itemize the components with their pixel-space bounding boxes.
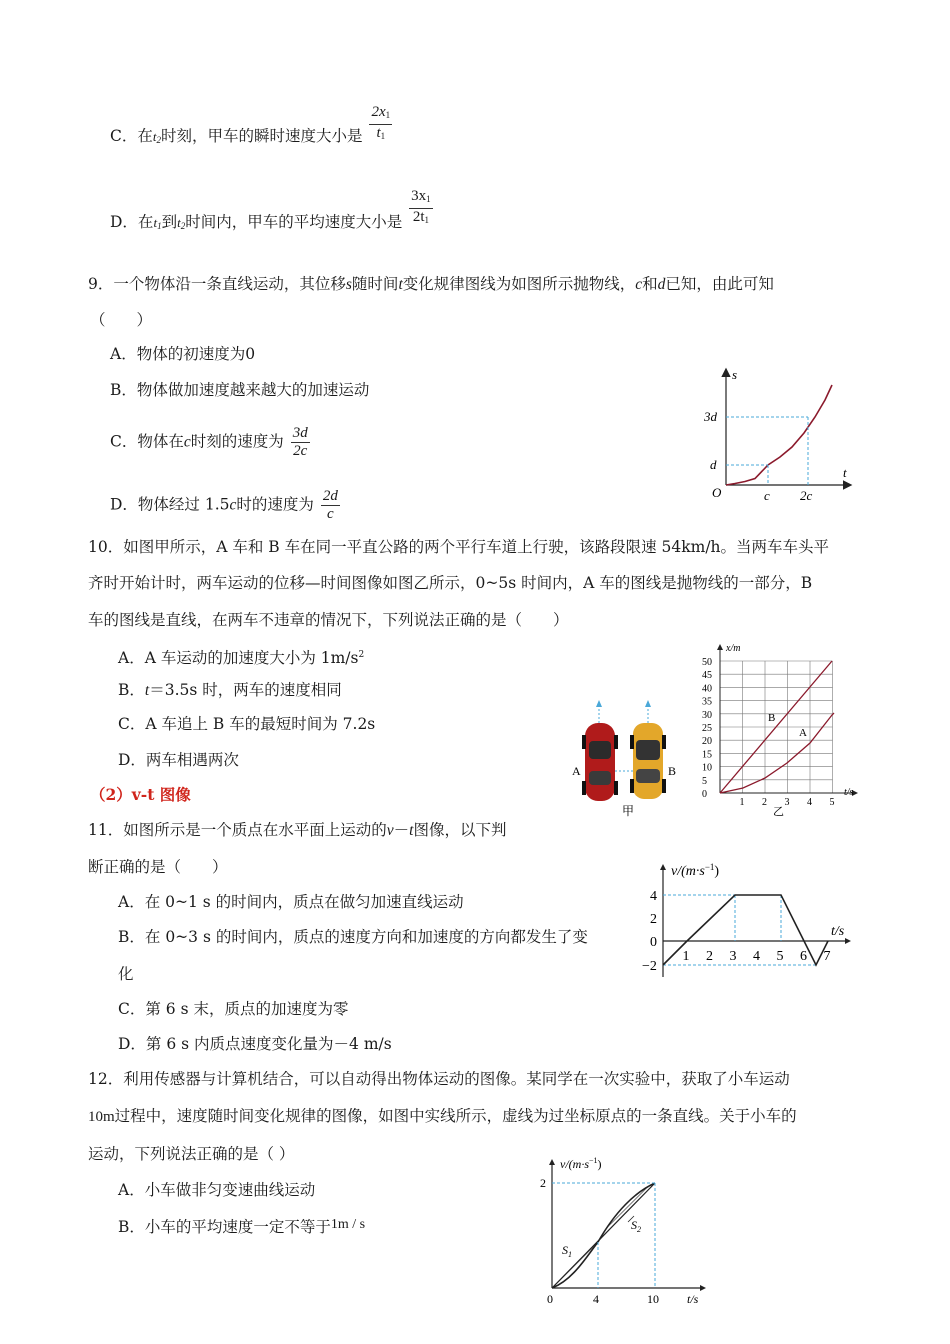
- fraction-2d-over-c: $\frac{2d}{c}$: [322, 488, 338, 522]
- q12-line-2: 10m过程中，速度随时间变化规律的图像，如图中实线所示，虚线为过坐标原点的一条直线。关于小车的: [88, 1107, 797, 1125]
- q10-option-a: A．A 车运动的加速度大小为 $1m/s^2$: [118, 649, 365, 668]
- q10-cars-figure: [570, 695, 685, 825]
- q11-option-b-1: B．在 0~3 s 的时间内，质点的速度方向和加速度的方向都发生了变: [118, 928, 588, 946]
- x-tick-label: 5: [829, 797, 835, 808]
- x-tick-label: 5: [776, 949, 784, 964]
- q10-line-1: 10．如图甲所示，A 车和 B 车在同一平直公路的两个平行车道上行驶，该路段限速 54km/h。当两车车头平: [88, 538, 830, 556]
- x-tick-label: 2: [762, 797, 767, 808]
- y-tick-2: 2: [540, 1176, 546, 1190]
- fraction-2x1-over-t1: $\frac{2x_1}{t_1}$: [371, 104, 391, 141]
- q12-option-b: B．小车的平均速度一定不等于1m / s: [118, 1217, 366, 1236]
- line-b-label: B: [768, 712, 776, 724]
- section-vt-heading: （2）v-t 图像: [90, 785, 191, 804]
- t-axis-label: t/s: [687, 1292, 699, 1306]
- line-a-label: A: [799, 727, 807, 739]
- car-b-label: B: [668, 764, 677, 778]
- q11-option-b-2: 化: [118, 965, 134, 983]
- q8-option-c: C．在$t_2$时刻，甲车的瞬时速度大小是 $\frac{2x_1}{t_1}$: [110, 104, 391, 145]
- q9-option-a: A．物体的初速度为0: [110, 345, 256, 363]
- x-tick-0: 0: [547, 1292, 553, 1306]
- q12-line-1: 12．利用传感器与计算机结合，可以自动得出物体运动的图像。某同学在一次实验中，获取了小车运动: [88, 1070, 790, 1088]
- d-label: d: [710, 457, 717, 472]
- y-tick-label: 10: [702, 762, 712, 774]
- q10-x-t-graph: [700, 643, 870, 818]
- q12-v-t-graph: [535, 1152, 715, 1307]
- y-tick-label: 40: [702, 683, 712, 695]
- 3d-label: 3d: [704, 409, 717, 424]
- car-a-label: A: [572, 764, 581, 778]
- y-tick-label: 45: [702, 670, 712, 682]
- figure-yi-label: 乙: [773, 806, 784, 818]
- x-tick-label: 4: [807, 797, 812, 808]
- x-tick-label: 3: [784, 797, 790, 808]
- q9-option-d: D．物体经过 1.5c时的速度为 $\frac{2d}{c}$: [110, 488, 338, 522]
- y-tick-label: 5: [702, 775, 707, 787]
- t-label: t: [843, 465, 847, 480]
- y-tick-label: 15: [702, 749, 712, 761]
- car-a-red: [582, 723, 618, 801]
- q8-option-d: D．在$t_1$到$t_2$时间内，甲车的平均速度大小是 $\frac{3x_1}{2t_1}$: [110, 188, 431, 231]
- q10-option-b: B．t＝3.5s 时，两车的速度相同: [118, 681, 342, 699]
- fraction-3x1-over-2t1: $\frac{3x_1}{2t_1}$: [411, 188, 431, 225]
- t-axis-label: t/s: [831, 924, 845, 939]
- q9-option-c: C．物体在c时刻的速度为 $\frac{3d}{2c}$: [110, 425, 308, 459]
- x-tick-10: 10: [647, 1292, 659, 1306]
- q9-stem: 9．一个物体沿一条直线运动，其位移s随时间t变化规律图线为如图所示抛物线，c和d已知，由此可知: [88, 275, 774, 293]
- v-axis-label: $v/(m\cdot s^{-1})$: [671, 862, 720, 879]
- x-tick-label: 3: [729, 949, 737, 964]
- s2-label: $S_2$: [631, 1218, 641, 1234]
- 2c-label: 2c: [800, 488, 813, 503]
- s-label: s: [732, 367, 738, 382]
- x-tick-label: 6: [800, 949, 807, 964]
- x-tick-4: 4: [593, 1292, 599, 1306]
- q10-line-3: 车的图线是直线，在两车不违章的情况下，下列说法正确的是（ ）: [88, 611, 569, 629]
- figure-jia-label: 甲: [622, 804, 635, 818]
- y-tick-label: 35: [702, 696, 712, 708]
- q10-option-c: C．A 车追上 B 车的最短时间为 7.2s: [118, 715, 376, 733]
- y-tick-label: 0: [650, 935, 657, 950]
- q9-s-t-graph: [700, 365, 860, 510]
- x-tick-label: 7: [823, 949, 831, 964]
- y-axis-label: x/m: [726, 643, 741, 654]
- q11-v-t-graph: [638, 855, 863, 980]
- x-tick-label: 1: [682, 949, 690, 964]
- q9-option-b: B．物体做加速度越来越大的加速运动: [110, 381, 370, 399]
- q11-line-2: 断正确的是（ ）: [88, 858, 228, 876]
- y-tick-label: 20: [702, 736, 712, 748]
- y-tick-label: 50: [702, 657, 712, 668]
- v-axis-label: $v/(m\cdot s^{-1})$: [560, 1156, 602, 1171]
- y-tick-label: 2: [650, 912, 657, 927]
- y-tick-label: 0: [702, 789, 707, 800]
- car-b-yellow: [630, 723, 666, 799]
- fraction-3d-over-2c: $\frac{3d}{2c}$: [292, 425, 308, 459]
- x-tick-label: 1: [739, 797, 745, 808]
- y-tick-label: 25: [702, 723, 712, 734]
- q11-option-c: C．第 6 s 末，质点的加速度为零: [118, 1000, 349, 1018]
- dashed-straight-line: [552, 1183, 655, 1288]
- q9-paren: （ ）: [90, 311, 153, 329]
- q11-line-1: 11．如图所示是一个质点在水平面上运动的v－t图像，以下判: [88, 821, 507, 839]
- parabola-curve: [726, 385, 832, 485]
- x-axis-label: t/s: [844, 787, 854, 798]
- q12-line-3: 运动，下列说法正确的是（ ）: [88, 1145, 295, 1163]
- q10-line-2: 齐时开始计时，两车运动的位移—时间图像如图乙所示，0~5s 时间内，A 车的图线是抛物线的一部分，B: [88, 574, 813, 592]
- y-tick-label: −2: [642, 959, 657, 974]
- q11-option-d: D．第 6 s 内质点速度变化量为－4 m/s: [118, 1035, 392, 1053]
- q12-option-a: A．小车做非匀变速曲线运动: [118, 1181, 316, 1199]
- q11-option-a: A．在 0~1 s 的时间内，质点在做匀加速直线运动: [118, 893, 464, 911]
- c-label: c: [764, 488, 770, 503]
- x-tick-label: 2: [706, 949, 713, 964]
- y-tick-label: 4: [650, 889, 657, 904]
- s1-label: $S_1$: [562, 1243, 572, 1259]
- origin-label: O: [712, 485, 722, 500]
- y-tick-label: 30: [702, 709, 712, 721]
- q10-option-d: D．两车相遇两次: [118, 751, 239, 769]
- x-tick-label: 4: [753, 949, 760, 964]
